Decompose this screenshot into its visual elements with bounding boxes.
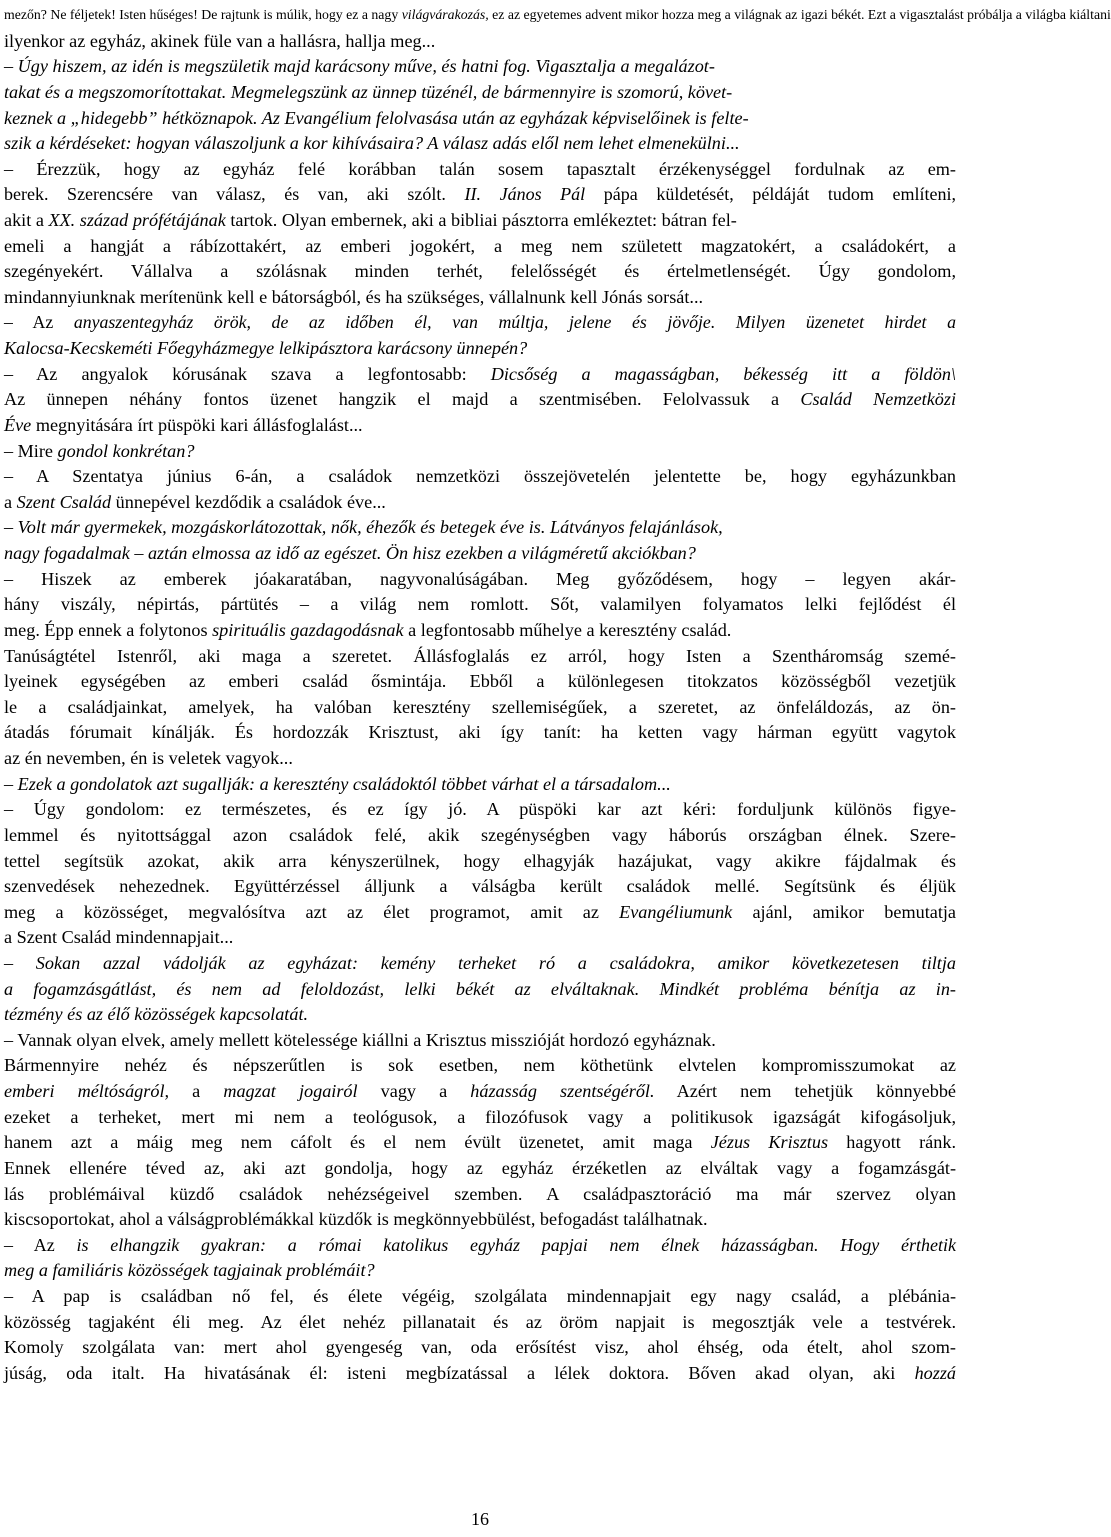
text-line [4,796,956,822]
text-line [4,156,956,182]
text-line [4,309,956,335]
text-line [4,79,956,105]
italic-text-run: Család Nemzetközi [800,389,956,410]
italic-text-run: – Sokan azzal vádolják az egyházat: kemény terheket ró a családokra, amikor következetesen tiltja [4,952,956,973]
text-run: ünnepével kezdődik a családok éve... [111,491,386,512]
text-run: hány viszály, népirtás, pártütés – a világ nem romlott. Sőt, valamilyen folyamatos lelki fejlődést él [4,594,956,615]
text-run: le a családjainkat, amelyek, ha valóban keresztény szellemiségűek, a szeretet, az önfeláldozás, az ön- [4,696,956,717]
text-line [4,822,956,848]
text-run: tettel segítsük azokat, akik arra kényszerülnek, hogy elhagyják hazájukat, vagy akikre fájdalmak és [4,850,956,871]
text-line [4,540,956,566]
text-line [4,591,956,617]
text-line [4,668,956,694]
text-run: lás problémáival küzdő családok nehézségeivel szemben. A családpasztoráció ma már szervez olyan [4,1183,956,1204]
text-line [4,1027,956,1053]
text-run: júság, oda italt. Ha hivatásának él: isteni megbízatással a lélek doktora. Bőven akad olyan, aki [4,1362,915,1383]
text-line [4,438,956,464]
italic-text-run: emberi méltóságról, [4,1081,170,1101]
text-run: Tanúságtétel Istenről, aki maga a szeretet. Állásfoglalás ez arról, hogy Isten a Szentháromság szemé- [4,645,956,666]
text-line [4,386,956,412]
italic-text-run: Evangéliumunk [619,901,733,922]
italic-text-run: hozzá [914,1362,956,1383]
text-run: vagy a [357,1081,471,1101]
text-line [4,181,956,207]
italic-text-run: – Ezek a gondolatok azt sugallják: a keresztény családoktól többet várhat el a társadalom... [4,773,671,794]
text-line [4,1206,956,1232]
italic-text-run: – Volt már gyermekek, mozgáskorlátozottak, nők, éhezők és betegek éve is. Látványos felajánlások, [4,517,723,538]
text-run: Bármennyire nehéz és népszerűtlen is sok esetben, nem köthetünk elvtelen kompromisszumokat az [4,1055,956,1076]
text-line [4,1129,956,1155]
text-run: meg a közösséget, megvalósítva azt az élet programot, amit az [4,901,620,922]
text-line [4,1181,956,1207]
text-line [4,771,956,797]
text-run: pápa küldetését, példáját tudom említeni, [585,184,956,205]
text-run: szegényekért. Vállalva a szólásnak minden terhét, felelősségét és értelmetlenségét. Úgy gondolom, [4,261,956,282]
text-run: mindannyiunknak merítenünk kell e bátorságból, és ha szükséges, vállalnunk kell Jónás sorsát... [4,286,704,307]
text-run: szenvedések nehezednek. Együttérzéssel álljunk a válságba került családok mellé. Segítsünk és éljük [4,876,956,897]
text-line [4,207,956,233]
text-run: – A Szentatya június 6-án, a családok nemzetközi összejövetelén jelentette be, hogy egyházunkban [4,466,956,487]
text-run: ilyenkor az egyház, akinek füle van a hallásra, hallja meg... [4,30,436,51]
text-line [4,1052,956,1078]
text-run: a legfontosabb műhelye a keresztény család. [403,619,732,640]
text-line [4,28,956,54]
text-run: Azért nem tehetjük könnyebbé [654,1081,956,1101]
text-line [4,412,956,438]
text-line [4,361,956,387]
text-run: – Érezzük, hogy az egyház felé korábban talán sosem tapasztalt érzékenységgel fordulnak az em- [4,158,956,179]
text-line [4,53,956,79]
text-run: – Mire [4,440,58,461]
text-run: ezeket a terheket, mert mi nem a teológusok, a filozófusok vagy a politikusok igazságát kifogásoljuk, [4,1106,956,1127]
text-line [4,1155,956,1181]
text-line [4,1232,956,1258]
text-line [4,1334,956,1360]
italic-text-run: meg a familiáris közösségek tagjainak problémáit? [4,1260,375,1281]
italic-text-run: XX. század prófétájának [48,210,226,230]
text-run: Ennek ellenére téved az, aki azt gondolja, hogy az egyház érzéketlen az elváltak vagy a fogamzásgát- [4,1157,956,1178]
text-line [4,950,956,976]
text-run: – Hiszek az emberek jóakaratában, nagyvonalúságában. Meg győződésem, hogy – legyen akár- [4,568,956,589]
text-run: ajánl, amikor bemutatja [732,901,956,922]
text-line [4,1257,956,1283]
text-line [4,694,956,720]
italic-text-run: házasság szentségéről. [470,1081,655,1101]
italic-text-run: Dicsőség a magasságban, békesség itt a földön\ [490,363,956,384]
text-run: ez az egyetemes advent mikor hozza meg a világnak az igazi békét. Ezt a vigasztalást próbálja a világba kiáltani [488,7,1111,22]
text-line [4,105,956,131]
text-line [4,1104,956,1130]
text-run: – Az [4,1234,77,1255]
text-run: – Úgy gondolom: ez természetes, és ez így jó. A püspöki kar azt kéri: forduljunk különös figye- [4,799,956,820]
text-line [4,335,956,361]
text-run: Az ünnepen néhány fontos üzenet hangzik el majd a szentmisében. Felolvassuk a [4,389,801,410]
italic-text-run: tézmény és az élő közösségek kapcsolatát. [4,1004,309,1025]
text-line [4,258,956,284]
text-run: tartok. Olyan embernek, aki a bibliai pásztorra emlékeztet: bátran fel- [225,210,737,230]
text-run: akit a [4,210,49,230]
text-run: megnyitására írt püspöki kari állásfoglalást... [31,414,363,435]
text-run: mezőn? Ne féljetek! Isten hűséges! De rajtunk is múlik, hogy ez a nagy [4,7,402,22]
text-line [4,130,956,156]
text-run: meg. Épp ennek a folytonos [4,619,213,640]
text-run: – Az [4,312,74,333]
italic-text-run: Éve [4,414,32,435]
italic-text-run: a fogamzásgátlást, és nem ad feloldozást, lelki békét az elváltaknak. Mindkét probléma bénítja az in- [4,978,956,999]
text-run: emeli a hangját a rábízottakért, az emberi jogokért, a meg nem született magzatokért, a családokért, a [4,235,956,256]
text-run: hanem azt a máig meg nem cáfolt és el nem évült üzenetet, amit maga [4,1132,711,1153]
italic-text-run: – Úgy hiszem, az idén is megszületik majd karácsony műve, és hatni fog. Vigasztalja a megalázot- [4,56,715,77]
italic-text-run: Jézus Krisztus [710,1132,829,1153]
text-line [4,924,956,950]
italic-text-run: nagy fogadalmak – aztán elmossa az idő az egészet. Ön hisz ezekben a világméretű akciókban? [4,543,696,563]
text-line [4,873,956,899]
text-run: – Vannak olyan elvek, amely mellett kötelessége kiállni a Krisztus misszióját hordozó egyháznak. [4,1029,716,1050]
italic-text-run: szik a kérdéseket: hogyan válaszoljunk a kor kihívásaira? A válasz adás elől nem lehet elmenekülni... [4,133,740,154]
italic-text-run: gondol konkrétan? [57,440,195,461]
italic-text-run: keznek a „hidegebb” hétköznapok. Az Evangélium felolvasása után az egyházak képviselőinek is felte- [4,107,749,128]
text-run: Komoly szolgálata van: mert ahol gyengeség van, oda erősítést visz, ahol éhség, oda ételt, ahol szom- [4,1337,956,1358]
text-run: a [169,1081,224,1101]
text-line [4,745,956,771]
text-line [4,643,956,669]
text-run: lyeinek egységében az emberi család ősmintája. Ebből a különlegesen titokzatos közösségből vezetjük [4,671,956,692]
text-line [4,233,956,259]
italic-text-run: II. János Pál [464,184,586,205]
text-line [4,2,1111,28]
italic-text-run: takat és a megszomorítottakat. Megmelegszünk az ünnep tüzénél, de bármennyire is szomorú, követ- [4,81,733,102]
text-line [4,848,956,874]
text-run: – A pap is családban nő fel, és élete végéig, szolgálata mindennapjait egy nagy család, a plébánia- [4,1286,956,1306]
text-run: lemmel és nyitottsággal azon családok felé, akik szegénységben vagy háborús országban élnek. Szere- [4,824,956,845]
italic-text-run: spirituális gazdagodásnak [212,619,404,640]
text-line [4,514,956,540]
italic-text-run: anyaszentegyház örök, de az időben él, van múltja, jelene és jövője. Milyen üzenetet hirdet a [73,312,956,333]
text-run: kiscsoportokat, ahol a válságproblémákkal küzdők is megkönnyebbülést, befogadást találhatnak. [4,1209,708,1230]
text-run: berek. Szerencsére van válasz, és van, aki szólt. [4,184,465,205]
italic-text-run: Kalocsa-Kecskeméti Főegyházmegye lelkipásztora karácsony ünnepén? [4,338,528,359]
text-run: hagyott ránk. [828,1132,956,1153]
text-line [4,1309,956,1335]
italic-text-run: magzat jogairól [223,1081,358,1101]
italic-text-run: Szent Család [16,491,112,512]
text-line [4,719,956,745]
text-run: – Az angyalok kórusának szava a legfontosabb: [4,363,491,384]
text-run: az én nevemben, én is veletek vagyok... [4,748,293,768]
text-line [4,1001,956,1027]
text-line [4,489,956,515]
page-number: 16 [471,1509,489,1529]
italic-text-run: világvárakozás, [401,7,489,22]
text-line [4,617,956,643]
text-run: közösség tagjaként éli meg. Az élet nehéz pillanatait és az öröm napjait is megosztják vele a testvérek. [4,1311,956,1332]
text-line [4,1360,956,1386]
text-line [4,463,956,489]
text-run: a [4,491,17,512]
text-line [4,1078,956,1104]
text-run: átadás fórumait kínálják. És hordozzák Krisztust, aki így tanít: ha ketten vagy hárman együtt vagytok [4,722,956,743]
text-line [4,284,956,310]
italic-text-run: is elhangzik gyakran: a római katolikus egyház papjai nem élnek házasságban. Hogy érthetik [76,1234,956,1255]
text-run: a Szent Család mindennapjait... [4,927,234,948]
text-line [4,976,956,1002]
text-line [4,566,956,592]
text-line [4,899,956,925]
text-line [4,1283,956,1309]
